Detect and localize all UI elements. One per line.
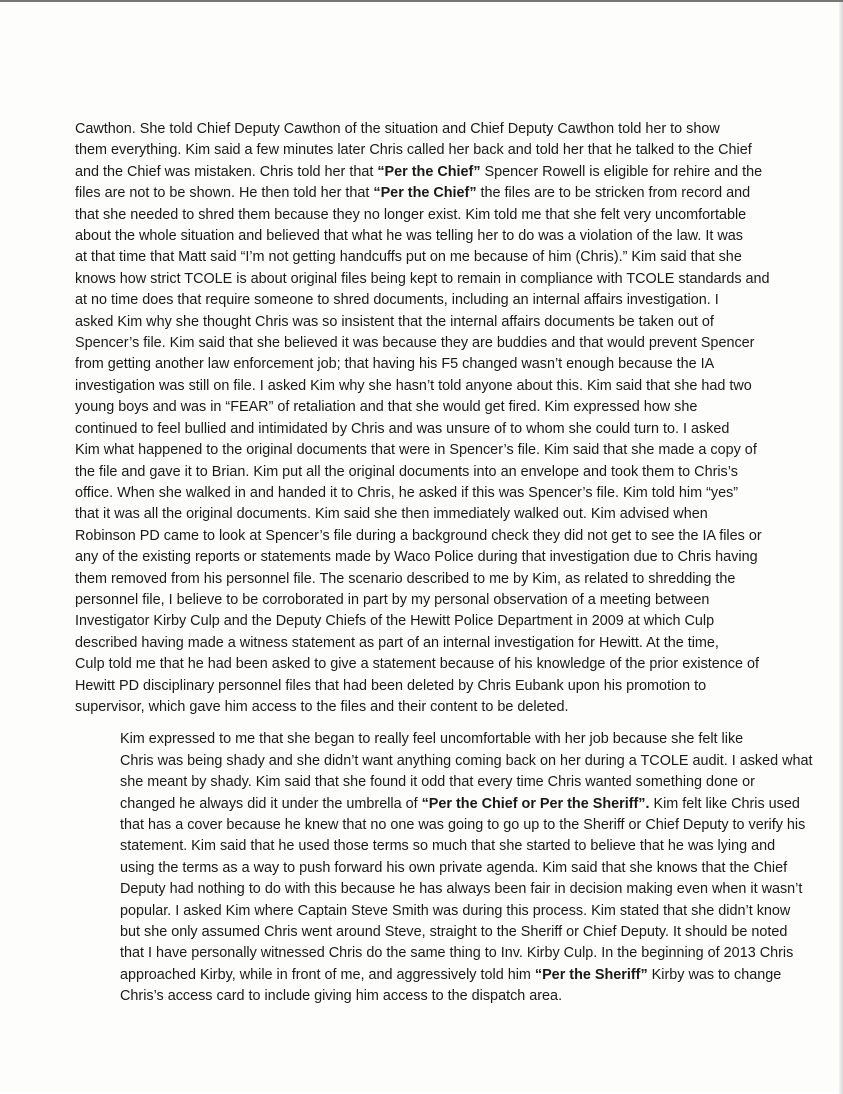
- bold-quote: “Per the Chief”: [377, 163, 481, 180]
- text-line: [75, 333, 791, 354]
- text-line: [75, 751, 813, 772]
- text-segment: files are not to be shown. He then told her that: [75, 185, 374, 202]
- text-segment: from getting another law enforcement job; that having his F5 changed wasn’t enough because the IA: [75, 356, 715, 373]
- text-segment: the files are to be stricken from record and: [476, 185, 751, 202]
- bold-quote: “Per the Chief”: [373, 185, 477, 202]
- text-segment: office. When she walked in and handed it to Chris, he asked if this was Spencer’s file. Kim told him “yes”: [75, 484, 739, 501]
- text-line: [75, 611, 791, 632]
- text-line: [75, 922, 791, 943]
- text-line: [75, 858, 791, 879]
- text-line: [75, 697, 791, 718]
- text-line: [75, 462, 791, 483]
- text-segment: at no time does that require someone to shred documents, including an internal affairs investigation. I: [75, 292, 719, 309]
- text-segment: Kim felt like Chris used: [649, 795, 800, 812]
- text-line: [75, 226, 791, 247]
- text-segment: any of the existing reports or statements made by Waco Police during that investigation due to Chris having: [75, 549, 758, 566]
- bold-quote: “Per the Chief or Per the Sheriff”.: [421, 795, 650, 812]
- text-line: [75, 247, 791, 268]
- text-line: [75, 965, 791, 986]
- text-segment: Chris’s access card to include giving him access to the dispatch area.: [120, 988, 563, 1005]
- text-line: [75, 676, 791, 697]
- text-line: [75, 526, 791, 547]
- text-line: [75, 419, 791, 440]
- text-line: [75, 290, 791, 311]
- text-line: [75, 943, 794, 964]
- text-line: [75, 569, 791, 590]
- text-line: [75, 772, 791, 793]
- text-segment: using the terms as a way to push forward his own private agenda. Kim said that she knows that the Chief: [120, 859, 788, 876]
- text-line: [75, 879, 803, 900]
- text-line: [75, 901, 791, 922]
- text-line: [75, 836, 791, 857]
- text-line: [75, 354, 791, 375]
- text-segment: about the whole situation and believed that what he was telling her to do was a violation of the law. It was: [75, 228, 743, 245]
- page-edge-shadow: [839, 2, 843, 1094]
- text-segment: personnel file, I believe to be corroborated in part by my personal observation of a meeting between: [75, 591, 710, 608]
- text-segment: asked Kim why she thought Chris was so insistent that the internal affairs documents be taken out of: [75, 313, 714, 330]
- document-body: [75, 119, 813, 1008]
- text-segment: young boys and was in “FEAR” of retaliation and that she would get fired. Kim expressed how she: [75, 399, 698, 416]
- text-segment: the file and gave it to Brian. Kim put all the original documents into an envelope and took them to Chris’s: [75, 463, 738, 480]
- text-line: [75, 794, 800, 815]
- text-segment: Deputy had nothing to do with this because he has always been fair in decision making even when it wasn’t: [120, 881, 803, 898]
- bold-quote: “Per the Sheriff”: [534, 966, 648, 983]
- text-line: [75, 633, 791, 654]
- text-line: [75, 504, 791, 525]
- text-segment: statement. Kim said that he used those terms so much that she started to believe that he was lying and: [120, 838, 776, 855]
- text-segment: but she only assumed Chris went around Steve, straight to the Sheriff or Chief Deputy. It should be noted: [120, 924, 788, 941]
- text-segment: Cawthon. She told Chief Deputy Cawthon of the situation and Chief Deputy Cawthon told her to show: [75, 121, 720, 137]
- text-segment: popular. I asked Kim where Captain Steve Smith was during this process. Kim stated that she didn’t know: [120, 902, 791, 919]
- text-segment: that she needed to shred them because they no longer exist. Kim told me that she felt very uncomfortable: [75, 206, 747, 223]
- text-segment: that I have personally witnessed Chris do the same thing to Inv. Kirby Culp. In the beginning of 2013 Chris: [120, 945, 794, 962]
- text-segment: Hewitt PD disciplinary personnel files that had been deleted by Chris Eubank upon his promotion to: [75, 677, 707, 694]
- text-line: [75, 376, 791, 397]
- text-line: [75, 312, 791, 333]
- paragraph: [75, 729, 813, 1007]
- text-segment: supervisor, which gave him access to the files and their content to be deleted.: [75, 698, 569, 715]
- text-line: [75, 440, 791, 461]
- text-segment: described having made a witness statement as part of an internal investigation for Hewitt. At the time,: [75, 634, 719, 651]
- text-line: [75, 815, 806, 836]
- text-segment: she meant by shady. Kim said that she found it odd that every time Chris wanted something done or: [120, 774, 755, 791]
- text-segment: Kim what happened to the original documents that were in Spencer’s file. Kim said that she made a copy of: [75, 442, 757, 459]
- text-segment: changed he always did it under the umbrella of: [120, 795, 422, 812]
- text-line: [75, 654, 791, 675]
- text-segment: knows how strict TCOLE is about original files being kept to remain in compliance with TCOLE standards and: [75, 270, 770, 287]
- text-segment: them everything. Kim said a few minutes later Chris called her back and told her that he talked to the Chief: [75, 142, 752, 159]
- text-line: [75, 590, 791, 611]
- text-segment: that it was all the original documents. Kim said she then immediately walked out. Kim advised when: [75, 506, 708, 523]
- text-segment: Chris was being shady and she didn’t want anything coming back on her during a TCOLE audit. I asked what: [120, 752, 813, 769]
- text-line: [75, 547, 791, 568]
- text-segment: Culp told me that he had been asked to give a statement because of his knowledge of the prior existence of: [75, 656, 759, 673]
- text-segment: that has a cover because he knew that no one was going to go up to the Sheriff or Chief Deputy to verify his: [120, 817, 806, 833]
- text-segment: them removed from his personnel file. The scenario described to me by Kim, as related to shredding the: [75, 570, 736, 587]
- text-segment: at that time that Matt said “I’m not getting handcuffs put on me because of him (Chris).” Kim said that she: [75, 249, 742, 266]
- text-line: [75, 483, 791, 504]
- text-line: [75, 269, 791, 290]
- text-segment: approached Kirby, while in front of me, and aggressively told him: [120, 966, 535, 983]
- text-segment: Kirby was to change: [647, 966, 782, 983]
- text-segment: and the Chief was mistaken. Chris told her that: [75, 163, 378, 180]
- paragraph: [75, 119, 791, 718]
- text-line: [75, 397, 791, 418]
- text-line: [75, 183, 791, 204]
- text-segment: Kim expressed to me that she began to really feel uncomfortable with her job because she felt like: [120, 731, 744, 748]
- text-segment: Spencer’s file. Kim said that she believed it was because they are buddies and that would prevent Spencer: [75, 335, 755, 352]
- text-line: [75, 205, 791, 226]
- text-segment: investigation was still on file. I asked Kim why she hasn’t told anyone about this. Kim said that she had two: [75, 377, 752, 394]
- text-segment: Robinson PD came to look at Spencer’s file during a background check they did not get to see the IA files or: [75, 527, 762, 544]
- text-line: [75, 140, 791, 161]
- text-segment: Spencer Rowell is eligible for rehire and the: [480, 163, 763, 180]
- text-line: [75, 162, 791, 183]
- text-line: [75, 986, 791, 1007]
- text-line: [75, 729, 791, 750]
- text-segment: continued to feel bullied and intimidated by Chris and was unsure of to whom she could turn to. I asked: [75, 420, 730, 437]
- text-segment: Investigator Kirby Culp and the Deputy Chiefs of the Hewitt Police Department in 2009 at which Culp: [75, 613, 715, 630]
- text-line: [75, 119, 791, 140]
